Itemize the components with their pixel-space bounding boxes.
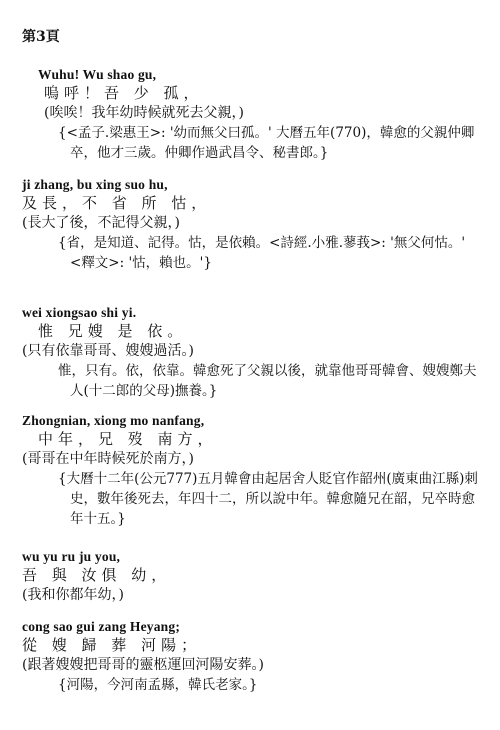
verse-5: [22, 548, 492, 605]
verse-3: [22, 304, 492, 401]
verse-1: [22, 66, 492, 163]
annotation-note: {河陽，今河南孟縣，韓氏老家。}: [58, 677, 258, 693]
chinese-text-line: 吾 與 汝俱 幼，: [22, 566, 172, 584]
annotation-note: {省，是知道、記得。怙，是依賴。<詩經.小雅.蓼莪>: '無父何怙。' <釋文>: '怙，賴也。'}: [58, 235, 466, 271]
chinese-text-line: 中年，兄 歿 南方，: [38, 430, 218, 448]
pinyin-line: Zhongnian, xiong mo nanfang,: [22, 413, 205, 428]
chinese-text-line: 嗚呼！吾 少 孤，: [44, 84, 204, 102]
verse-2: [22, 176, 492, 273]
translation-line: (長大了後，不記得父親，): [22, 215, 180, 231]
annotation-note: 惟，只有。依，依靠。韓愈死了父親以後，就靠他哥哥韓會、嫂嫂鄭夫人(十二郎的父母)撫養。}: [58, 363, 477, 399]
annotation-note: {<孟子.梁惠王>: '幼而無父曰孤。' 大曆五年(770)，韓愈的父親仲卿卒，他才三歲。仲卿作過武昌令、秘書郎。}: [58, 125, 475, 161]
pinyin-line: Wuhu! Wu shao gu,: [38, 67, 157, 82]
annotation-note: {大曆十二年(公元777)五月韓會由起居舍人貶官作韶州(廣東曲江縣)刺史，數年後死去，年四十二，所以說中年。韓愈隨兄在韶，兄卒時愈年十五。}: [58, 471, 478, 527]
translation-line: (哥哥在中年時候死於南方，): [22, 451, 194, 467]
translation-line: (只有依靠哥哥、嫂嫂過活。): [22, 343, 194, 359]
translation-line: (我和你都年幼，): [22, 587, 124, 603]
pinyin-line: ji zhang, bu xing suo hu,: [22, 177, 168, 192]
translation-line: (唉唉！我年幼時候就死去父親，): [44, 105, 244, 121]
page-number: 第3頁: [22, 29, 60, 45]
pinyin-line: cong sao gui zang Heyang;: [22, 619, 181, 634]
verse-4: [22, 412, 492, 529]
verse-6: [22, 618, 492, 695]
chinese-text-line: 惟 兄嫂 是 依。: [38, 322, 188, 340]
pinyin-line: wei xiongsao shi yi.: [22, 305, 137, 320]
translation-line: (跟著嫂嫂把哥哥的靈柩運回河陽安葬。): [22, 657, 264, 673]
chinese-text-line: 從 嫂 歸 葬 河陽；: [22, 636, 202, 654]
pinyin-line: wu yu ru ju you,: [22, 549, 121, 564]
chinese-text-line: 及長，不 省 所 怙，: [22, 194, 212, 212]
